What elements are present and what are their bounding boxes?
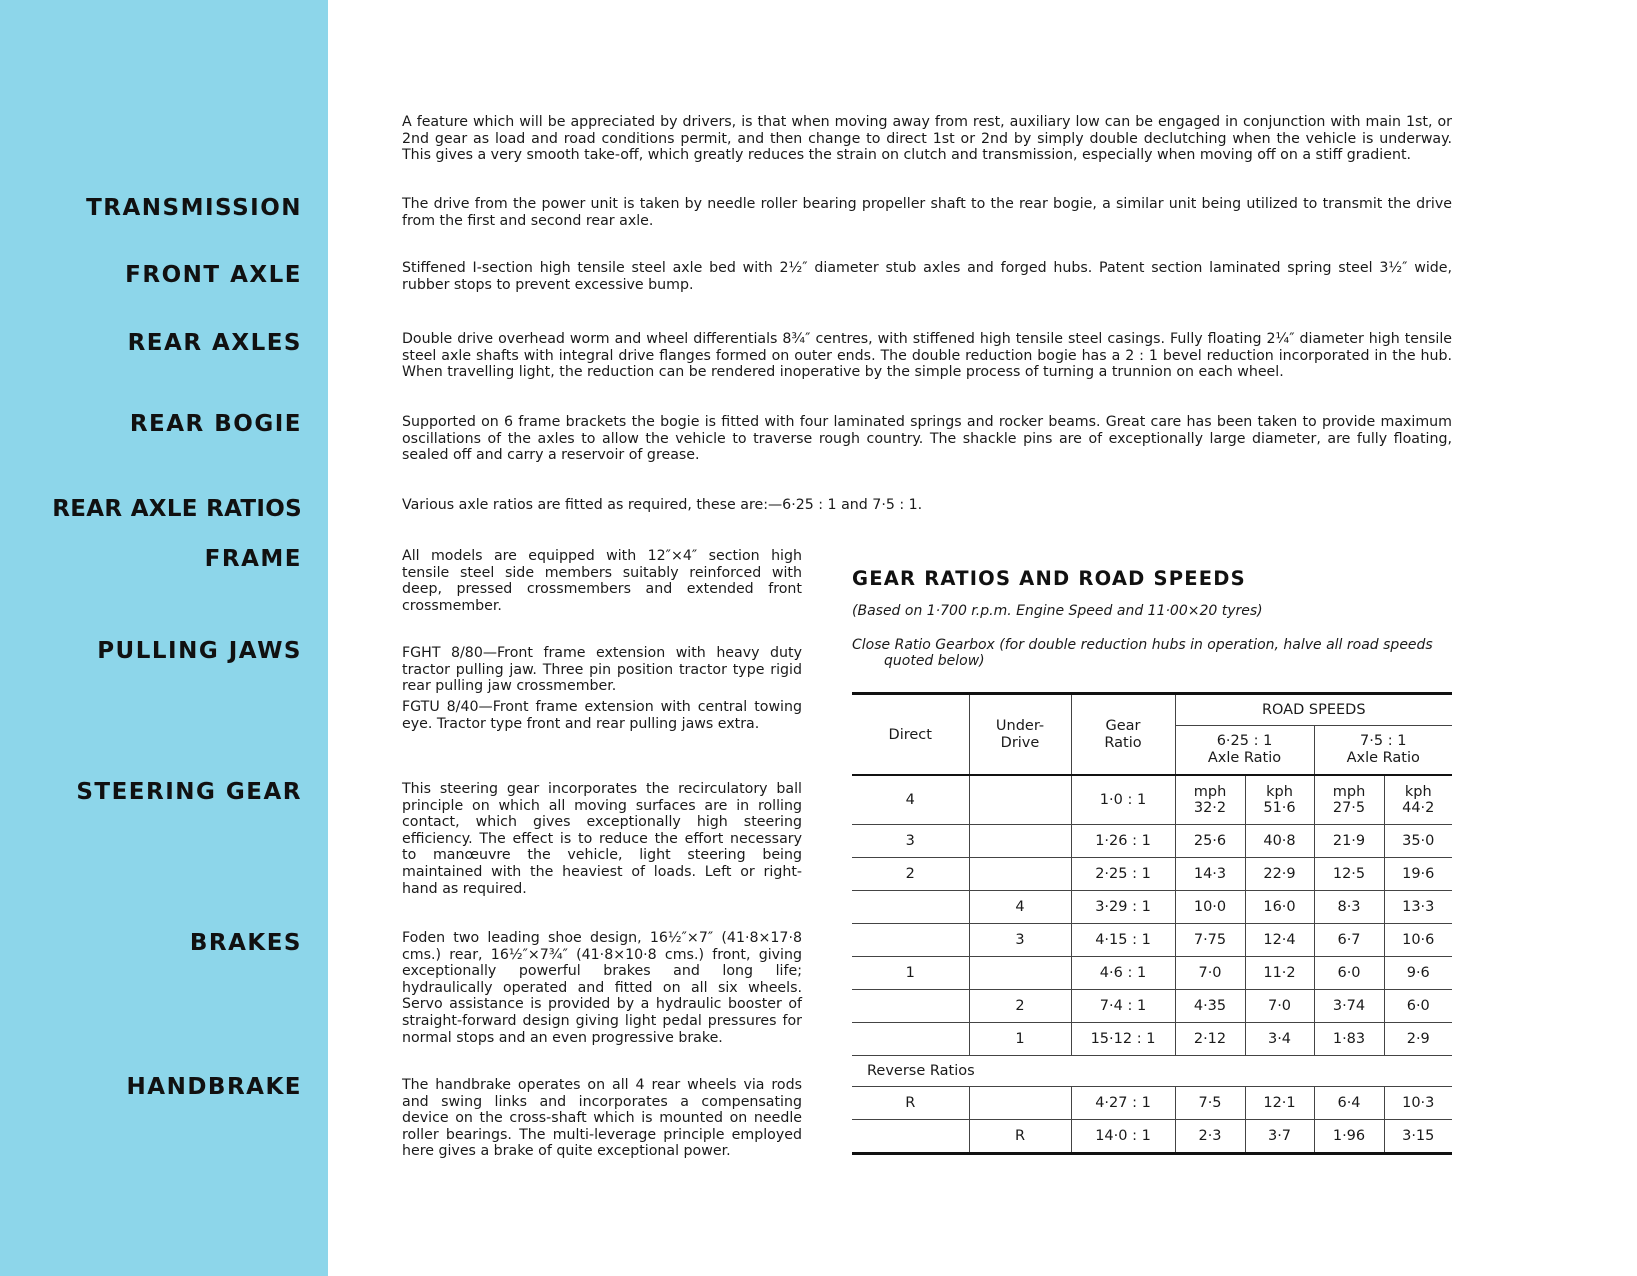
cell-direct: R [852,1087,969,1120]
cell-direct [852,1120,969,1154]
cell-direct [852,1023,969,1056]
intro-paragraph: A feature which will be appreciated by drivers, is that when moving away from rest, auxiliary low can be engaged in conjunction with main 1st, or 2nd gear as load and road conditions permit, and then change to direct 1st or 2nd by simply double declutching when the vehicle is underway. This gives a very smooth take-off, which greatly reduces the strain on clutch and transmission, especially when moving off on a stiff gradient. [402,114,1452,164]
cell-underdrive [969,825,1071,858]
cell-ratio: 1·0 : 1 [1071,775,1175,825]
cell-a-kph: 11·2 [1245,957,1314,990]
cell-ratio: 4·6 : 1 [1071,957,1175,990]
table-row [852,957,1452,990]
cell-underdrive: 3 [969,924,1071,957]
cell-a-kph: 16·0 [1245,891,1314,924]
cell-direct: 3 [852,825,969,858]
gear-table-note-line1: Close Ratio Gearbox (for double reduction hubs in operation, halve all road speeds [852,637,1433,653]
cell-b-mph: 21·9 [1314,825,1384,858]
cell-direct: 1 [852,957,969,990]
cell-a-kph: 12·1 [1245,1087,1314,1120]
table-row [852,825,1452,858]
cell-direct [852,990,969,1023]
gear-ratios-table [852,692,1452,1155]
cell-ratio: 4·27 : 1 [1071,1087,1175,1120]
cell-underdrive [969,957,1071,990]
heading-front-axle: FRONT AXLE [125,262,302,288]
cell-a-mph: 4·35 [1175,990,1245,1023]
cell-b-kph: 6·0 [1384,990,1452,1023]
cell-ratio: 7·4 : 1 [1071,990,1175,1023]
cell-underdrive: R [969,1120,1071,1154]
cell-b-mph: 6·7 [1314,924,1384,957]
heading-rear-axles: REAR AXLES [127,330,302,356]
frame-text: All models are equipped with 12″×4″ section high tensile steel side members suitably reinforced with deep, pressed crossmembers and extended front crossmember. [402,548,802,614]
cell-direct [852,891,969,924]
gear-table-title: GEAR RATIOS AND ROAD SPEEDS [852,567,1246,590]
cell-underdrive [969,775,1071,825]
cell-a-mph: 25·6 [1175,825,1245,858]
cell-underdrive: 1 [969,1023,1071,1056]
cell-b-mph: mph 27·5 [1314,775,1384,825]
cell-underdrive: 4 [969,891,1071,924]
header-underdrive: Under- Drive [969,694,1071,776]
cell-ratio: 4·15 : 1 [1071,924,1175,957]
table-row [852,891,1452,924]
cell-a-mph: 7·5 [1175,1087,1245,1120]
cell-b-kph: 13·3 [1384,891,1452,924]
cell-b-mph: 1·83 [1314,1023,1384,1056]
cell-a-kph: 40·8 [1245,825,1314,858]
cell-b-mph: 6·0 [1314,957,1384,990]
cell-ratio: 14·0 : 1 [1071,1120,1175,1154]
header-gear-ratio: Gear Ratio [1071,694,1175,776]
front-axle-text: Stiffened I-section high tensile steel axle bed with 2½″ diameter stub axles and forged hubs. Patent section laminated spring steel 3½″ wide, rubber stops to prevent excessive bump. [402,260,1452,293]
table-row [852,775,1452,825]
heading-frame: FRAME [204,546,302,572]
transmission-text: The drive from the power unit is taken by needle roller bearing propeller shaft to the rear bogie, a similar unit being utilized to transmit the drive from the first and second rear axle. [402,196,1452,229]
cell-direct: 4 [852,775,969,825]
handbrake-text: The handbrake operates on all 4 rear wheels via rods and swing links and incorporates a compensating device on the cross-shaft which is mounted on needle roller bearings. The multi-leverage principle employed here gives a brake of quite exceptional power. [402,1077,802,1160]
cell-ratio: 15·12 : 1 [1071,1023,1175,1056]
table-row [852,990,1452,1023]
heading-rear-bogie: REAR BOGIE [129,411,302,437]
cell-underdrive [969,858,1071,891]
cell-b-kph: 19·6 [1384,858,1452,891]
rear-axle-ratios-text: Various axle ratios are fitted as required, these are:—6·25 : 1 and 7·5 : 1. [402,497,923,513]
cell-direct: 2 [852,858,969,891]
gear-table-basis: (Based on 1·700 r.p.m. Engine Speed and 11·00×20 tyres) [852,603,1263,619]
heading-rear-axle-ratios: REAR AXLE RATIOS [52,496,302,522]
cell-ratio: 2·25 : 1 [1071,858,1175,891]
cell-a-kph: 12·4 [1245,924,1314,957]
cell-a-mph: 7·0 [1175,957,1245,990]
cell-b-kph: kph 44·2 [1384,775,1452,825]
header-axle-ratio-625: 6·25 : 1 Axle Ratio [1175,726,1314,776]
table-row [852,924,1452,957]
cell-a-kph: kph 51·6 [1245,775,1314,825]
steering-gear-text: This steering gear incorporates the recirculatory ball principle on which all moving surfaces are in rolling contact, which gives exceptionally high steering efficiency. The effect is to reduce the effort necessary to manœuvre the vehicle, light steering being maintained with the heaviest of loads. Left or right-hand as required. [402,781,802,897]
cell-underdrive [969,1087,1071,1120]
cell-a-mph: 14·3 [1175,858,1245,891]
cell-b-mph: 3·74 [1314,990,1384,1023]
cell-a-mph: 2·12 [1175,1023,1245,1056]
cell-ratio: 3·29 : 1 [1071,891,1175,924]
cell-a-kph: 7·0 [1245,990,1314,1023]
cell-a-kph: 22·9 [1245,858,1314,891]
reverse-section-row [852,1056,1452,1087]
header-road-speeds: ROAD SPEEDS [1175,694,1452,726]
header-axle-ratio-75: 7·5 : 1 Axle Ratio [1314,726,1452,776]
cell-a-mph: 2·3 [1175,1120,1245,1154]
cell-a-mph: mph 32·2 [1175,775,1245,825]
heading-transmission: TRANSMISSION [86,195,302,221]
cell-b-kph: 9·6 [1384,957,1452,990]
heading-pulling-jaws: PULLING JAWS [97,638,302,664]
cell-b-kph: 10·6 [1384,924,1452,957]
cell-b-kph: 10·3 [1384,1087,1452,1120]
cell-a-kph: 3·4 [1245,1023,1314,1056]
rear-bogie-text: Supported on 6 frame brackets the bogie is fitted with four laminated springs and rocker beams. Great care has been taken to provide maximum oscillations of the axles to allow the vehicle to traverse rough country. The shackle pins are of exceptionally large diameter, are fully floating, sealed off and carry a reservoir of grease. [402,414,1452,464]
cell-a-mph: 7·75 [1175,924,1245,957]
cell-a-kph: 3·7 [1245,1120,1314,1154]
pulling-jaws-text-1: FGHT 8/80—Front frame extension with heavy duty tractor pulling jaw. Three pin position tractor type rigid rear pulling jaw crossmember. [402,645,802,695]
heading-steering-gear: STEERING GEAR [76,779,302,805]
cell-b-mph: 12·5 [1314,858,1384,891]
cell-direct [852,924,969,957]
cell-a-mph: 10·0 [1175,891,1245,924]
table-row [852,858,1452,891]
cell-b-mph: 6·4 [1314,1087,1384,1120]
table-row [852,1023,1452,1056]
cell-b-kph: 35·0 [1384,825,1452,858]
header-direct: Direct [852,694,969,776]
heading-handbrake: HANDBRAKE [126,1074,302,1100]
heading-brakes: BRAKES [189,930,302,956]
rear-axles-text: Double drive overhead worm and wheel differentials 8¾″ centres, with stiffened high tensile steel casings. Fully floating 2¼″ diameter high tensile steel axle shafts with integral drive flanges formed on outer ends. The double reduction bogie has a 2 : 1 bevel reduction incorporated in the hub. When travelling light, the reduction can be rendered inoperative by the simple process of turning a trunnion on each wheel. [402,331,1452,381]
cell-b-mph: 8·3 [1314,891,1384,924]
table-row [852,1087,1452,1120]
pulling-jaws-text-2: FGTU 8/40—Front frame extension with central towing eye. Tractor type front and rear pulling jaws extra. [402,699,802,732]
cell-b-kph: 2·9 [1384,1023,1452,1056]
brakes-text: Foden two leading shoe design, 16½″×7″ (41·8×17·8 cms.) rear, 16½″×7¾″ (41·8×10·8 cms.) front, giving exceptionally powerful brakes and long life; hydraulically operated and fitted on all six wheels. Servo assistance is provided by a hydraulic booster of straight-forward design giving light pedal pressures for normal stops and an even progressive brake. [402,930,802,1046]
table-row [852,1120,1452,1154]
cell-b-kph: 3·15 [1384,1120,1452,1154]
cell-ratio: 1·26 : 1 [1071,825,1175,858]
reverse-ratios-label: Reverse Ratios [852,1056,1452,1087]
cell-underdrive: 2 [969,990,1071,1023]
cell-b-mph: 1·96 [1314,1120,1384,1154]
gear-table-note-line2: quoted below) [884,653,985,669]
